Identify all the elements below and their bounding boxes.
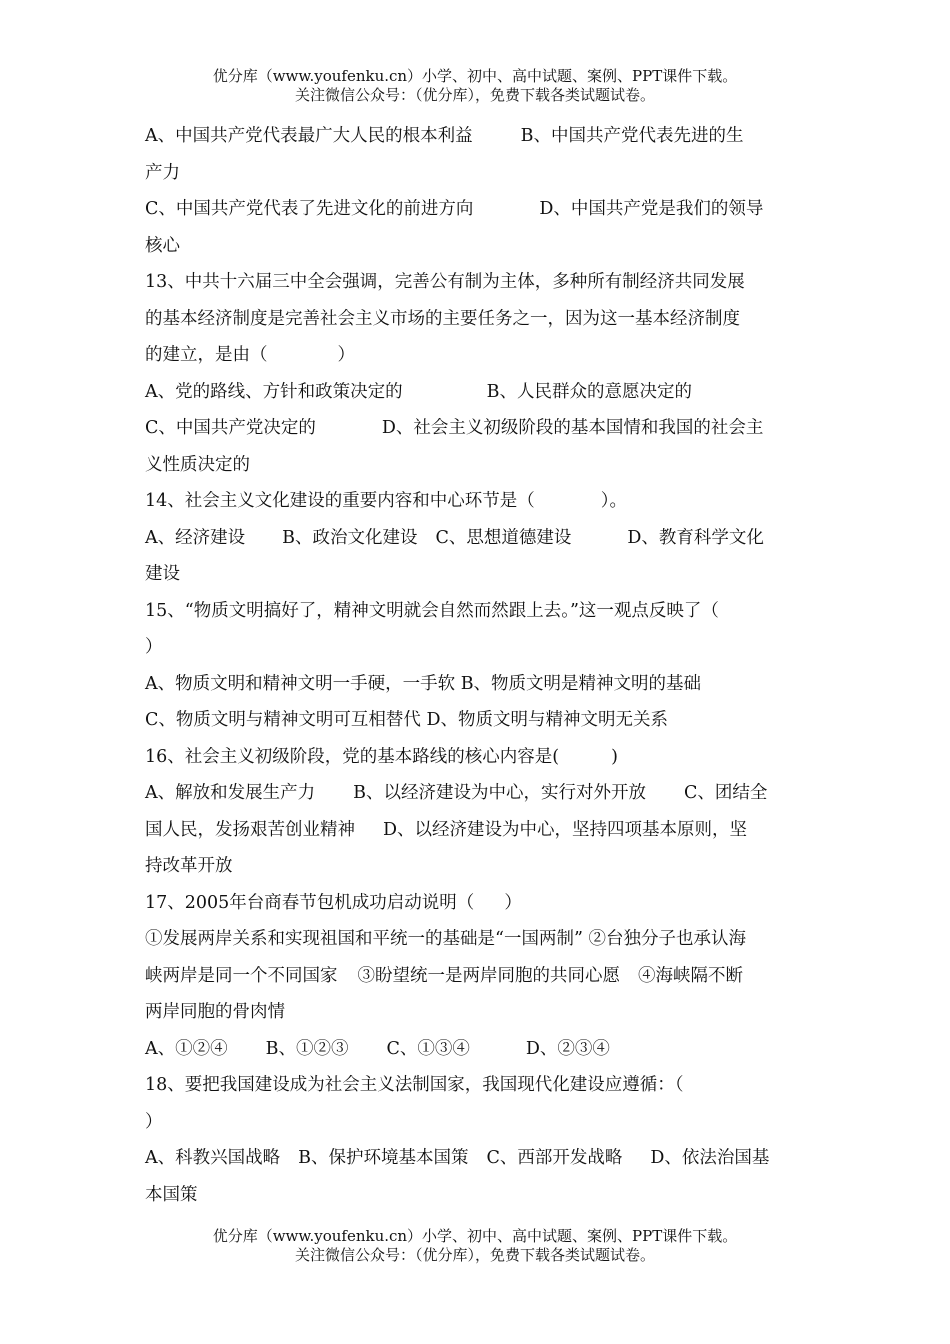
footer-line-1: 优分库（www.youfenku.cn）小学、初中、高中试题、案例、PPT课件下载。 bbox=[212, 1227, 738, 1245]
question-14-stem bbox=[145, 483, 810, 520]
text-line bbox=[145, 812, 810, 849]
text-line: 义性质决定的 bbox=[145, 454, 250, 475]
text-line: 本国策 bbox=[145, 1184, 198, 1205]
answer-blank-close: ) bbox=[611, 746, 618, 767]
text-line: 产力 bbox=[145, 162, 180, 183]
option-a: A、①②④ bbox=[145, 1038, 228, 1059]
option-c-cont: 国人民，发扬艰苦创业精神 bbox=[145, 819, 355, 840]
footer-line-2: 关注微信公众号：（优分库），免费下载各类试题试卷。 bbox=[294, 1246, 655, 1264]
answer-blank-close: ）。 bbox=[600, 491, 628, 511]
statement-3: ③盼望统一是两岸同胞的共同心愿 bbox=[357, 965, 620, 986]
option-c: C、西部开发战略 bbox=[486, 1148, 623, 1168]
header-line-1: 优分库（www.youfenku.cn）小学、初中、高中试题、案例、PPT课件下载。 bbox=[212, 67, 738, 85]
option-d: D、社会主义初级阶段的基本国情和我国的社会主 bbox=[381, 418, 764, 438]
answer-blank-close: ） bbox=[337, 345, 355, 365]
option-b: B、中国共产党代表先进的生 bbox=[520, 126, 744, 146]
text-line: C、物质文明与精神文明可互相替代 D、物质文明与精神文明无关系 bbox=[145, 710, 668, 730]
text-line: 建设 bbox=[145, 564, 180, 584]
text-line bbox=[145, 374, 810, 411]
option-c: C、思想道德建设 bbox=[435, 527, 572, 548]
option-b: B、人民群众的意愿决定的 bbox=[486, 381, 692, 402]
answer-blank-close: ） bbox=[504, 892, 522, 913]
text-line: ①发展两岸关系和实现祖国和平统一的基础是“一国两制” ②台独分子也承认海 bbox=[145, 929, 746, 949]
option-d: D、中国共产党是我们的领导 bbox=[539, 199, 764, 219]
option-b: B、①②③ bbox=[265, 1038, 349, 1059]
option-a: A、中国共产党代表最广大人民的根本利益 bbox=[145, 126, 473, 146]
option-d: D、以经济建设为中心，坚持四项基本原则，坚 bbox=[383, 819, 748, 840]
stem-text: 的建立，是由（ bbox=[145, 345, 268, 365]
text-line: 持改革开放 bbox=[145, 856, 233, 876]
text-line bbox=[145, 520, 810, 557]
option-c: C、中国共产党代表了先进文化的前进方向 bbox=[145, 199, 474, 219]
document-body bbox=[145, 118, 810, 1213]
header-line-2: 关注微信公众号：（优分库），免费下载各类试题试卷。 bbox=[294, 86, 655, 104]
text-line bbox=[145, 958, 810, 995]
text-line bbox=[145, 410, 810, 447]
stem-text: 16、社会主义初级阶段，党的基本路线的核心内容是( bbox=[145, 746, 560, 767]
option-b: B、以经济建设为中心，实行对外开放 bbox=[353, 783, 646, 803]
text-line: ） bbox=[145, 1111, 163, 1132]
stem-text: 14、社会主义文化建设的重要内容和中心环节是（ bbox=[145, 491, 535, 511]
text-line bbox=[145, 118, 810, 155]
stem-text: 17、2005年台商春节包机成功启动说明（ bbox=[145, 892, 475, 913]
page-footer bbox=[0, 1227, 950, 1265]
text-line bbox=[145, 775, 810, 812]
option-b: B、保护环境基本国策 bbox=[298, 1148, 469, 1168]
question-17-stem bbox=[145, 885, 810, 922]
statement-2-cont: 峡两岸是同一个不同国家 bbox=[145, 965, 338, 986]
text-line bbox=[145, 1140, 810, 1177]
question-15-stem: 15、“物质文明搞好了，精神文明就会自然而然跟上去。”这一观点反映了（ bbox=[145, 600, 719, 621]
option-a: A、解放和发展生产力 bbox=[145, 783, 316, 803]
text-line: 两岸同胞的骨肉情 bbox=[145, 1002, 285, 1022]
option-d: D、依法治国基 bbox=[650, 1148, 770, 1168]
text-line bbox=[145, 191, 810, 228]
text-line: 的基本经济制度是完善社会主义市场的主要任务之一，因为这一基本经济制度 bbox=[145, 308, 740, 329]
text-line bbox=[145, 337, 810, 374]
text-line: A、物质文明和精神文明一手硬，一手软 B、物质文明是精神文明的基础 bbox=[145, 673, 702, 694]
option-c: C、中国共产党决定的 bbox=[145, 418, 316, 438]
option-d: D、教育科学文化 bbox=[627, 527, 764, 548]
statement-4: ④海峡隔不断 bbox=[638, 965, 743, 986]
option-b: B、政治文化建设 bbox=[282, 527, 418, 548]
page-header bbox=[0, 67, 950, 105]
option-c: C、①③④ bbox=[386, 1038, 470, 1059]
option-a: A、党的路线、方针和政策决定的 bbox=[145, 381, 403, 402]
option-a: A、经济建设 bbox=[145, 527, 246, 548]
text-line: ） bbox=[145, 637, 163, 657]
option-a: A、科教兴国战略 bbox=[145, 1148, 281, 1168]
question-18-stem: 18、要把我国建设成为社会主义法制国家，我国现代化建设应遵循：（ bbox=[145, 1075, 684, 1095]
text-line bbox=[145, 1031, 810, 1068]
question-13-stem: 13、中共十六届三中全会强调，完善公有制为主体，多种所有制经济共同发展 bbox=[145, 272, 745, 292]
option-c: C、团结全 bbox=[684, 783, 768, 803]
question-16-stem bbox=[145, 739, 810, 776]
option-d: D、②③④ bbox=[525, 1038, 610, 1059]
text-line: 核心 bbox=[145, 235, 180, 256]
